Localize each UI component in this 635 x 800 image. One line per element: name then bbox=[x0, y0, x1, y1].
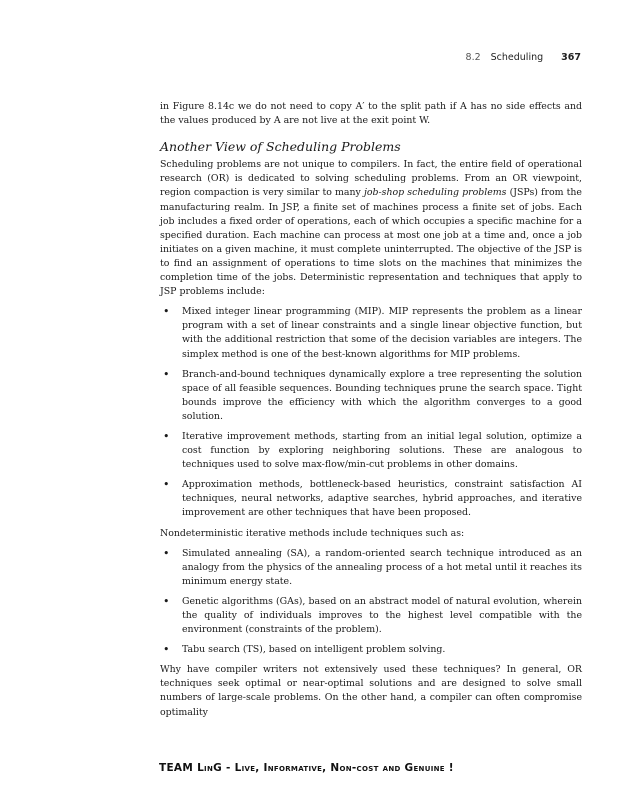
footer-watermark: TEAM LinG - Live, Informative, Non-cost and Genuine ! bbox=[159, 762, 454, 774]
jsp-term: job-shop scheduling problems bbox=[363, 187, 507, 199]
list-item: • Simulated annealing (SA), a random-oriented search technique introduced as an analogy from the physics of the annealing process of a hot metal until it reaches its minimum energy state. bbox=[160, 547, 582, 589]
section-heading: Another View of Scheduling Problems bbox=[160, 139, 401, 155]
running-header bbox=[466, 52, 581, 63]
paragraph-jsp-part1: Scheduling problems are not unique to compilers. In fact, the entire field of operational research (OR) is dedicated to solving scheduling problems. From an OR viewpoint, region compaction is very similar to many bbox=[160, 159, 582, 199]
nondeterministic-list bbox=[160, 547, 582, 658]
list-item: • Genetic algorithms (GAs), based on an abstract model of natural evolution, wherein the quality of individuals improves to the highest level compatible with the environment (constraints of the problem). bbox=[160, 595, 582, 637]
paragraph-jsp bbox=[160, 158, 582, 299]
list-item: • Approximation methods, bottleneck-based heuristics, constraint satisfaction AI techniques, neural networks, adaptive searches, hybrid approaches, and iterative improvement are other techniques that have been proposed. bbox=[160, 478, 582, 520]
page-body bbox=[160, 100, 582, 720]
paragraph-compiler: Why have compiler writers not extensively used these techniques? In general, OR techniques seek optimal or near-optimal solutions and are designed to solve small numbers of large-scale problems. On the other hand, a compiler can often compromise optimality bbox=[160, 664, 582, 718]
intro-paragraph: in Figure 8.14c we do not need to copy A′ to the split path if A has no side effects and the values produced by A are not live at the exit point W. bbox=[160, 101, 582, 127]
list-item: • Branch-and-bound techniques dynamically explore a tree representing the solution space of all feasible sequences. Bounding techniques prune the search space. Tight bounds improve the efficiency with which the algorithm converges to a good solution. bbox=[160, 368, 582, 424]
section-title-header: Scheduling bbox=[490, 52, 544, 63]
page-number: 367 bbox=[561, 52, 581, 63]
list-item: • Mixed integer linear programming (MIP). MIP represents the problem as a linear program with a set of linear constraints and a single linear objective function, but with the additional restriction that some of the decision variables are integers. The simplex method is one of the best-known algorithms for MIP problems. bbox=[160, 305, 582, 361]
list-item: • Tabu search (TS), based on intelligent problem solving. bbox=[160, 643, 582, 657]
deterministic-list bbox=[160, 305, 582, 520]
list-item: • Iterative improvement methods, starting from an initial legal solution, optimize a cost function by exploring neighboring solutions. These are analogous to techniques used to solve max-flow/min-cut problems in other domains. bbox=[160, 430, 582, 472]
paragraph-nondeterministic: Nondeterministic iterative methods include techniques such as: bbox=[160, 527, 465, 539]
paragraph-jsp-part2: (JSPs) from the manufacturing realm. In JSP, a finite set of machines process a finite set of jobs. Each job includes a fixed order of operations, each of which occupies a specific machine for a specified duration. Each machine can process at most one job at a time and, once a job initiates on a given machine, it must complete uninterrupted. The objective of the JSP is to find an assignment of operations to time slots on the machines that minimizes the completion time of the jobs. Deterministic representation and techniques that apply to JSP problems include: bbox=[160, 187, 582, 298]
section-number: 8.2 bbox=[465, 52, 481, 63]
